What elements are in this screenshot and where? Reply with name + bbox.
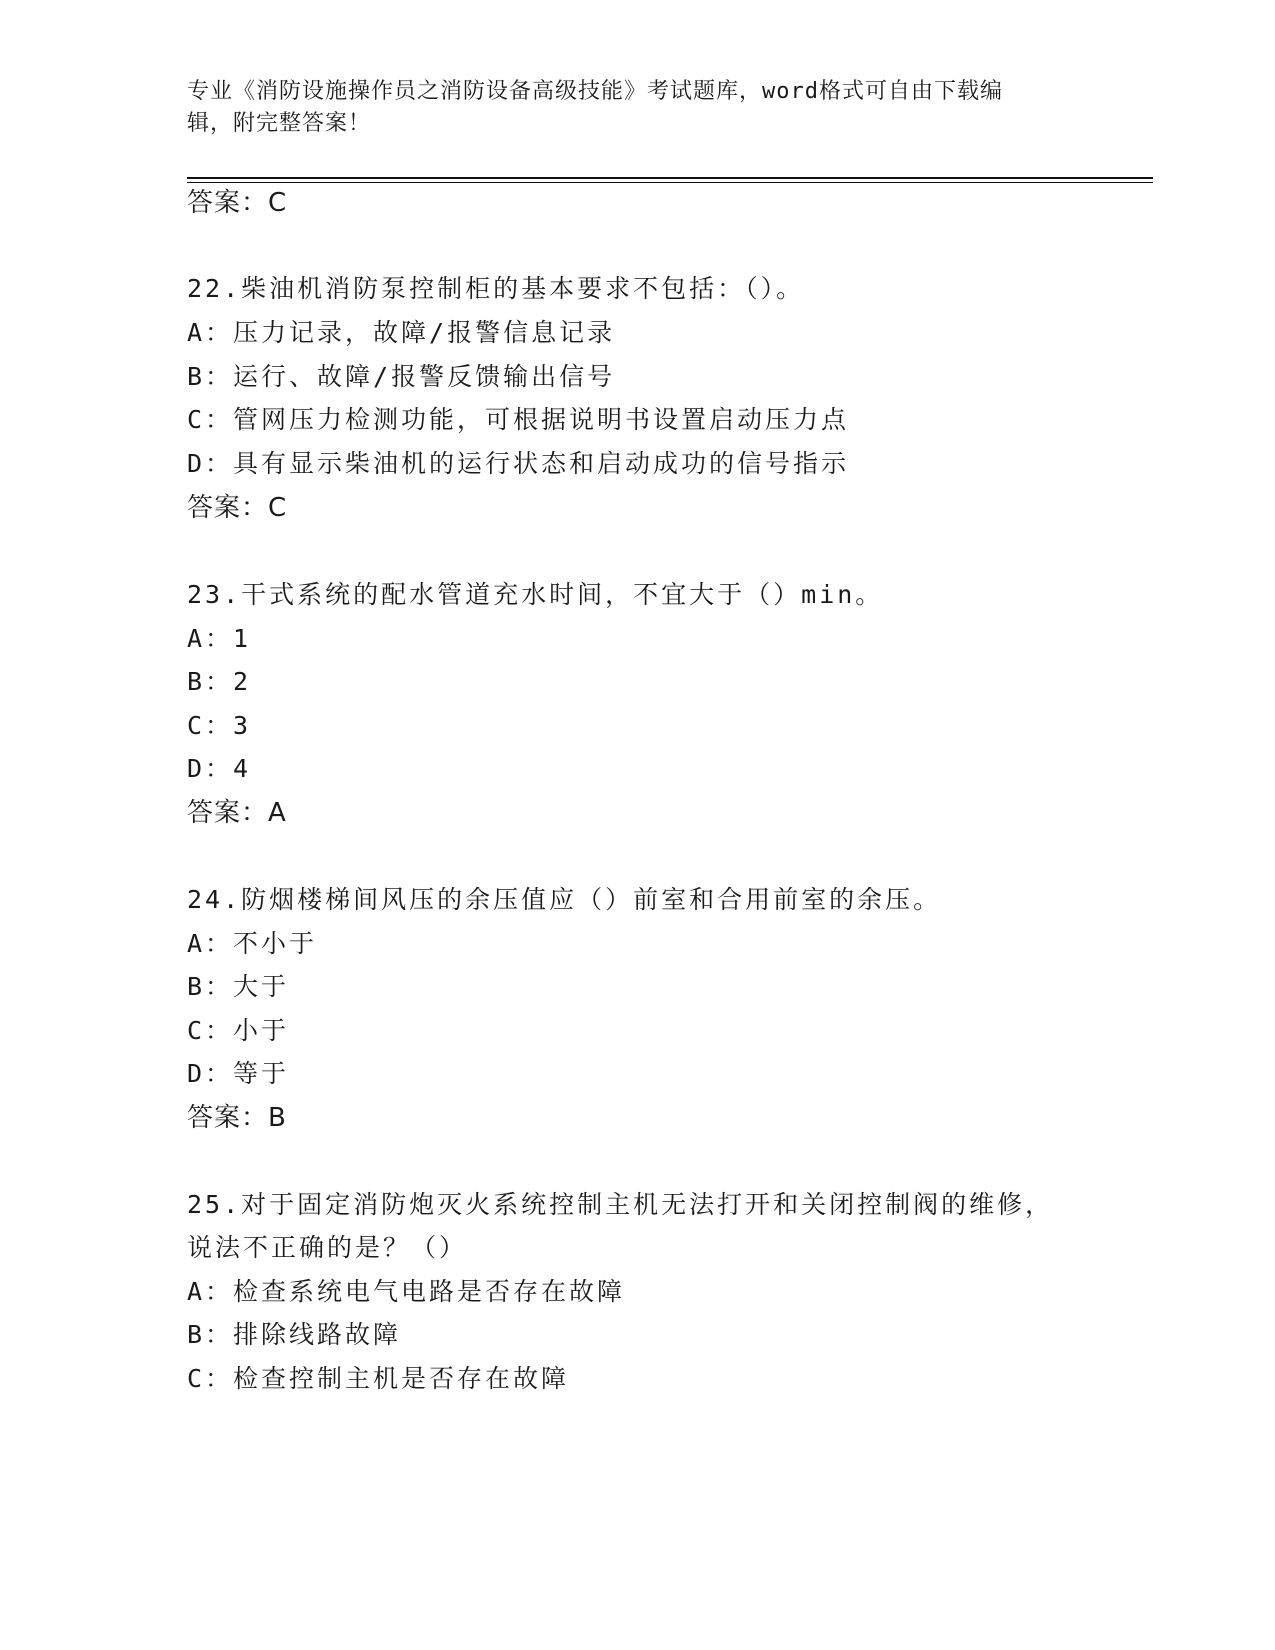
question-stem: 22.柴油机消防泵控制柜的基本要求不包括：（）。 <box>187 274 805 303</box>
option-b: B：大于 <box>187 972 290 1001</box>
answer-21: 答案：C <box>187 188 288 218</box>
answer-24: 答案：B <box>187 1103 287 1133</box>
answer-22: 答案：C <box>187 493 288 523</box>
document-header <box>187 76 1067 140</box>
option-d: D：具有显示柴油机的运行状态和启动成功的信号指示 <box>187 449 850 478</box>
header-line-2: 辑，附完整答案！ <box>187 111 372 136</box>
header-divider-thin <box>187 182 1153 183</box>
question-stem: 24.防烟楼梯间风压的余压值应（）前室和合用前室的余压。 <box>187 885 942 914</box>
option-c: C：检查控制主机是否存在故障 <box>187 1364 570 1393</box>
option-b: B：2 <box>187 667 252 696</box>
option-b: B：运行、故障/报警反馈输出信号 <box>187 362 616 391</box>
question-stem-line-2: 说法不正确的是？（） <box>187 1233 468 1262</box>
option-d: D：4 <box>187 754 252 783</box>
question-stem: 23.干式系统的配水管道充水时间，不宜大于（）min。 <box>187 580 884 609</box>
option-a: A：不小于 <box>187 929 318 958</box>
question-stem-line-1: 25.对于固定消防炮灭火系统控制主机无法打开和关闭控制阀的维修， <box>187 1190 1054 1219</box>
header-line-1: 专业《消防设施操作员之消防设备高级技能》考试题库，word格式可自由下载编 <box>187 79 1003 104</box>
option-a: A：1 <box>187 624 252 653</box>
option-a: A：检查系统电气电路是否存在故障 <box>187 1277 626 1306</box>
answer-23: 答案：A <box>187 798 287 828</box>
option-c: C：小于 <box>187 1016 290 1045</box>
option-c: C：管网压力检测功能，可根据说明书设置启动压力点 <box>187 405 850 434</box>
option-c: C：3 <box>187 711 252 740</box>
option-a: A：压力记录，故障/报警信息记录 <box>187 318 616 347</box>
option-b: B：排除线路故障 <box>187 1320 402 1349</box>
header-divider-thick <box>187 177 1153 179</box>
option-d: D：等于 <box>187 1059 290 1088</box>
